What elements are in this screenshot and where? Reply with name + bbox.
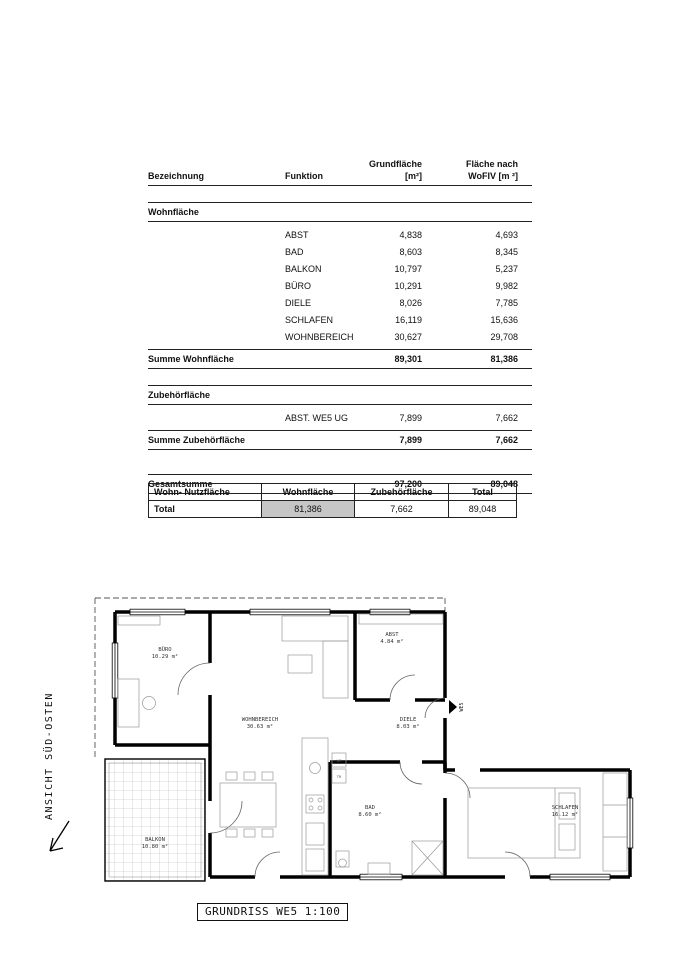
section-title: Zubehörfläche bbox=[148, 390, 211, 400]
area-table bbox=[148, 158, 532, 494]
room-label-buero bbox=[152, 646, 179, 660]
gesamtsumme-label: Gesamtsumme bbox=[148, 479, 213, 489]
cell-grundflaeche: 10,797 bbox=[394, 264, 422, 274]
table-row-abst bbox=[148, 222, 532, 241]
door-arc-abst bbox=[390, 675, 415, 700]
desk-chair bbox=[143, 697, 156, 710]
totals-table bbox=[148, 483, 517, 518]
room-name: DIELE bbox=[399, 717, 417, 723]
room-name: BALKON bbox=[145, 837, 165, 843]
summe-wohnflaeche-row bbox=[148, 349, 532, 369]
cell-grundflaeche: 30,627 bbox=[394, 332, 422, 342]
dining-table bbox=[220, 783, 276, 827]
pillow bbox=[559, 824, 575, 850]
summe-label: Summe Zubehörfläche bbox=[148, 435, 246, 445]
chair bbox=[226, 829, 237, 837]
door-arc-bad bbox=[400, 762, 422, 784]
sofa bbox=[282, 616, 348, 641]
col-header-funktion: Funktion bbox=[285, 171, 323, 181]
kitchen-unit bbox=[306, 849, 324, 871]
chair bbox=[244, 829, 255, 837]
plan-title: GRUNDRISS WE5 1:100 bbox=[197, 903, 348, 921]
cell-funktion: ABST. WE5 UG bbox=[285, 413, 349, 423]
table-row-diele bbox=[148, 292, 532, 309]
room-area: 16.12 m² bbox=[551, 812, 579, 818]
wofiv-header-line1: Fläche nach bbox=[465, 159, 518, 169]
room-label-abst bbox=[380, 632, 403, 645]
cell-grundflaeche: 7,899 bbox=[399, 413, 422, 423]
cell-wofiv: 4,693 bbox=[495, 230, 518, 240]
table-row-buero bbox=[148, 275, 532, 292]
cell-wofiv: 7,785 bbox=[495, 298, 518, 308]
totals-wohnflaeche-value: 81,386 bbox=[261, 501, 354, 517]
room-name: SCHLAFEN bbox=[551, 805, 579, 811]
door-arc-terrace-schlafen bbox=[505, 852, 530, 877]
door-arc-balcony bbox=[210, 801, 242, 833]
summe-wofiv: 7,662 bbox=[495, 435, 518, 445]
entrance-marker-icon bbox=[449, 700, 457, 714]
cell-grundflaeche: 8,026 bbox=[399, 298, 422, 308]
balcony-floor bbox=[105, 759, 205, 881]
cell-grundflaeche: 16,119 bbox=[395, 315, 422, 325]
cell-funktion: WOHNBEREICH bbox=[285, 332, 354, 342]
area-table-header bbox=[148, 158, 532, 186]
gesamtsumme-wofiv: 89,048 bbox=[490, 479, 518, 489]
roof-overhang-dashed-lines bbox=[95, 598, 445, 757]
view-direction-arrow-icon bbox=[42, 818, 74, 856]
summe-grund: 7,899 bbox=[399, 435, 422, 445]
door-arc-buero bbox=[178, 663, 210, 695]
cell-wofiv: 9,982 bbox=[495, 281, 518, 291]
totals-header-wohnflaeche: Wohnfläche bbox=[261, 484, 354, 501]
cell-funktion: BALKON bbox=[285, 264, 322, 274]
chair bbox=[262, 829, 273, 837]
view-direction-label: ANSICHT SÜD-OSTEN bbox=[44, 692, 55, 820]
room-area: 10.80 m² bbox=[141, 844, 169, 850]
totals-total-value: 89,048 bbox=[448, 501, 516, 517]
chair bbox=[244, 772, 255, 780]
cell-wofiv: 7,662 bbox=[495, 413, 518, 423]
entrance-label: WE5 bbox=[459, 702, 465, 712]
room-name: ABST bbox=[385, 632, 399, 638]
buero-shelf bbox=[118, 616, 160, 625]
door-arc-terrace-wohnbereich bbox=[255, 852, 280, 877]
kitchen-unit bbox=[306, 823, 324, 845]
dryer-label: TR bbox=[336, 774, 342, 779]
totals-zubehoerflaeche-value: 7,662 bbox=[354, 501, 448, 517]
summe-wofiv: 81,386 bbox=[490, 354, 518, 364]
cell-wofiv: 29,708 bbox=[490, 332, 518, 342]
room-label-wohnbereich bbox=[242, 717, 278, 730]
desk bbox=[118, 679, 139, 727]
balcony bbox=[105, 759, 205, 881]
cell-grundflaeche: 4,838 bbox=[399, 230, 422, 240]
cell-wofiv: 5,237 bbox=[495, 264, 518, 274]
table-row-balkon bbox=[148, 258, 532, 275]
cell-funktion: SCHLAFEN bbox=[285, 315, 334, 325]
section-wohnflaeche bbox=[148, 202, 532, 222]
wofiv-header-line2: WoFIV [m ²] bbox=[468, 171, 518, 181]
room-area: 4.84 m² bbox=[380, 639, 404, 645]
section-zubehoerflaeche bbox=[148, 385, 532, 405]
wardrobe bbox=[603, 773, 627, 871]
chair bbox=[262, 772, 273, 780]
room-area: 8.03 m² bbox=[396, 724, 420, 730]
col-header-wofiv bbox=[422, 158, 532, 182]
room-label-balkon bbox=[142, 837, 169, 850]
totals-header-total: Total bbox=[448, 484, 516, 501]
summe-zubehoerflaeche-row bbox=[148, 430, 532, 450]
abst-shelf bbox=[359, 614, 443, 624]
room-label-bad bbox=[358, 805, 381, 818]
bed bbox=[468, 788, 580, 858]
totals-header-wohn-nutzflaeche: Wohn- Nutzfläche bbox=[149, 484, 261, 501]
coffee-table bbox=[288, 655, 312, 673]
cell-wofiv: 15,636 bbox=[490, 315, 518, 325]
cell-funktion: BÜRO bbox=[285, 281, 312, 291]
table-row-bad bbox=[148, 241, 532, 258]
stove bbox=[306, 795, 324, 813]
summe-grund: 89,301 bbox=[394, 354, 422, 364]
col-header-grundflaeche: Grundfläche [m²] bbox=[368, 159, 422, 181]
room-name: WOHNBEREICH bbox=[241, 717, 279, 723]
room-name: BAD bbox=[365, 805, 375, 811]
table-row-abst-we5-ug bbox=[148, 405, 532, 424]
kitchen-sink bbox=[310, 763, 321, 774]
room-area: 8.60 m² bbox=[358, 812, 382, 818]
cell-grundflaeche: 10,291 bbox=[394, 281, 422, 291]
room-name: BÜRO bbox=[158, 647, 172, 653]
gesamtsumme-grund: 97,200 bbox=[394, 479, 422, 489]
chair bbox=[226, 772, 237, 780]
room-area: 30.63 m² bbox=[246, 724, 274, 730]
cell-funktion: DIELE bbox=[285, 298, 312, 308]
table-row-schlafen bbox=[148, 309, 532, 326]
door-arc-schlafen bbox=[445, 773, 470, 798]
col-header-bezeichnung: Bezeichnung bbox=[148, 171, 205, 181]
room-label-schlafen bbox=[552, 805, 579, 818]
summe-label: Summe Wohnfläche bbox=[148, 354, 234, 364]
floor-plan bbox=[60, 583, 645, 905]
table-row-wohnbereich bbox=[148, 326, 532, 343]
totals-row-label: Total bbox=[154, 504, 175, 514]
cell-wofiv: 8,345 bbox=[495, 247, 518, 257]
room-area: 10.29 m² bbox=[151, 654, 179, 660]
washbasin bbox=[368, 863, 390, 874]
section-title: Wohnfläche bbox=[148, 207, 199, 217]
washing-machine-label: WM bbox=[336, 758, 342, 763]
cell-funktion: BAD bbox=[285, 247, 304, 257]
totals-header-zubehoerflaeche: Zubehörfläche bbox=[354, 484, 448, 501]
cell-funktion: ABST bbox=[285, 230, 309, 240]
sofa-chaise bbox=[323, 641, 348, 698]
cell-grundflaeche: 8,603 bbox=[399, 247, 422, 257]
room-label-diele bbox=[396, 717, 419, 730]
